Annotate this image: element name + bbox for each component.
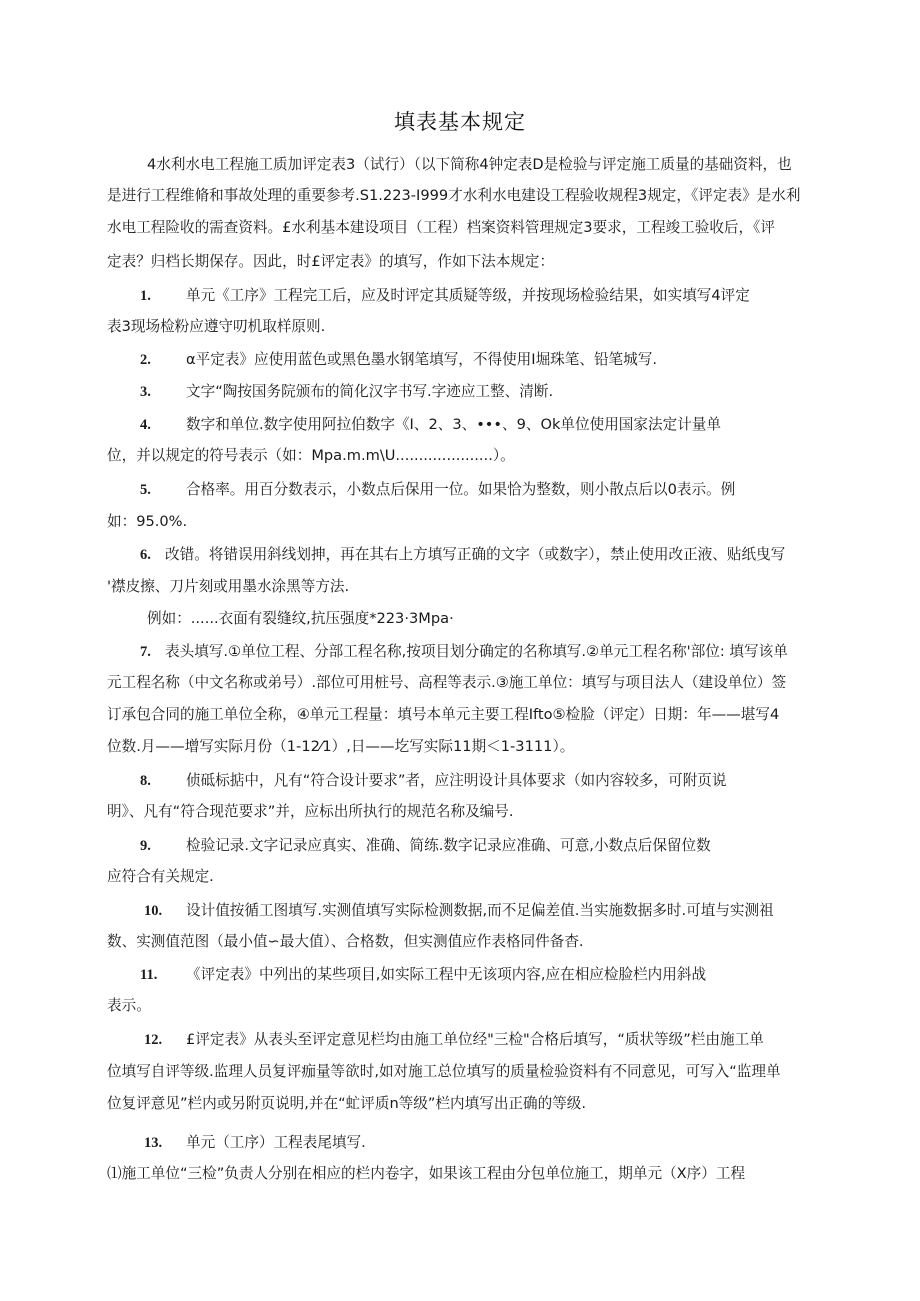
- rule-item-6: [140, 545, 785, 565]
- rule-text: 单元《工序》工程完工后，应及时评定其质疑等级，并按现场检验结果，如实填写4评定: [186, 287, 750, 304]
- rule-continuation: 数、实测值范图（最小值∽最大值）、合格数，但实测值应作表格同件备杳.: [107, 933, 584, 950]
- rule-text: 数字和单位.数字使用阿拉伯数字《I、2、3、•••、9、Ok单位使用国家法定计量单: [186, 416, 721, 433]
- rule-number: 3.: [140, 384, 151, 400]
- intro-line: 4水利水电工程施工质加评定表3（试行）（以下简称4钟定表D是检验与评定施工质量的基础资料，也: [147, 156, 792, 173]
- rule-text: 合格率。用百分数表示，小数点后保用一位。如果恰为整数，则小散点后以0表示。例: [186, 481, 736, 498]
- rule-continuation: 位复评意见”栏内或另附页说明,并在“虻评质n等级”栏内填写出正确的等级.: [107, 1095, 587, 1112]
- rule-text: £评定表》从表头至评定意见栏均由施工单位经"三检"合格后填写，“质状等级”栏由施工单: [186, 1031, 764, 1048]
- rule-text: 改错。将错误用斜线划抻，再在其右上方填写正确的文字（或数字），禁止使用改正液、贴纸曳写: [165, 546, 786, 563]
- rule-item-8: [140, 771, 727, 791]
- rule-text: 《评定表》中列出的某些项目,如实际工程中无该项内容,应在相应检脸栏内用斜战: [186, 966, 707, 983]
- rule-continuation: 如：95.0%.: [107, 513, 188, 530]
- rule-number: 11.: [140, 967, 158, 983]
- rule-continuation: 表3现场检粉应遵守叨机取样原则.: [107, 318, 326, 335]
- rule-item-12: [144, 1030, 764, 1050]
- rule-text: 表头填写.①单位工程、分部工程名称,按项目划分确定的名称填写.②单元工程名称'部位: 填写该单: [165, 643, 788, 660]
- rule-example: 例如：......衣面有裂缝纹,抗压强度*223·3Mpa·: [147, 610, 454, 627]
- rule-item-5: [140, 480, 735, 500]
- rule-number: 10.: [144, 903, 163, 919]
- rule-text: 设计值按循工图填写.实测值填写实际检测数据,而不足偏差值.当实施数据多时.可埴与实测祖: [186, 902, 774, 919]
- rule-text: 侦砥标掂中，凡有“符合设计要求”者，应注明设计具体要求（如内容较多，可附页说: [186, 772, 727, 789]
- rule-number: 8.: [140, 773, 151, 789]
- rule-item-11: [140, 965, 706, 985]
- rule-number: 13.: [144, 1135, 163, 1151]
- rule-continuation: 应符合有关规定.: [107, 868, 214, 885]
- rule-continuation: 元工程名称（中文名称或弟号）.部位可用桩号、高程等表示.③施工单位：填写与项目法人（建设单位）签: [107, 674, 787, 691]
- rule-item-13: [144, 1133, 366, 1153]
- rule-number: 5.: [140, 482, 151, 498]
- rule-sub-item: ⑴施工单位“三检”负责人分别在相应的栏内卷字，如果该工程由分包单位施工，期单元（X序）工程: [107, 1165, 746, 1182]
- rule-item-7: [140, 642, 788, 662]
- rule-item-3: [140, 382, 553, 402]
- rule-item-9: [140, 836, 711, 856]
- rule-continuation: 位，并以规定的符号表示（如：Mpa.m.m\U.....................）。: [107, 447, 515, 464]
- intro-line: 是进行工程维脩和事故处理的重要参考.S1.223-I999才水利水电建设工程验收规程3规定，《评定表》是水利: [107, 187, 801, 204]
- rule-continuation: '襟皮擦、刀片刻或用墨水涂黑等方法.: [107, 578, 350, 595]
- rule-continuation: 订承包合同的施工单位全称，④单元工程量：填号本单元主要工程Ifto⑤检脸（评定）日期：年——堪写4: [107, 706, 780, 723]
- rule-item-1: [140, 286, 750, 306]
- rule-continuation: 位填写自评等级.监理人员复评痂量等欲时,如对施工总位填写的质量检验资料有不同意见，可写入“监理单: [107, 1063, 781, 1080]
- intro-line: 定表？归档长期保存。因此，时£评定表》的填写，作如下法本规定：: [107, 253, 555, 270]
- rule-text: 单元（工序）工程表尾填写.: [186, 1134, 366, 1151]
- rule-item-4: [140, 415, 721, 435]
- rule-text: 文字“陶按国务院颁布的简化汉字书写.字迹应工整、清断.: [186, 383, 554, 400]
- rule-number: 4.: [140, 417, 151, 433]
- rule-text: 检验记录.文字记录应真实、准确、简练.数字记录应准确、可意,小数点后保留位数: [186, 837, 711, 854]
- intro-line: 水电工程险收的需查资料。£水利基本建设项目（工程）档案资料管理规定3要求，工程竣工验收后，《评: [107, 219, 775, 236]
- rule-item-2: [140, 350, 657, 370]
- rule-number: 7.: [140, 644, 151, 660]
- rule-number: 2.: [140, 352, 151, 368]
- rule-text: α平定表》应使用蓝色或黑色墨水钢笔填写，不得使用I堀珠笔、铅笔城写.: [186, 351, 657, 368]
- rule-continuation: 明》、凡有“符合现范要求”并，应标出所执行的规范名称及编号.: [107, 803, 514, 820]
- rule-continuation: 表示。: [107, 997, 151, 1014]
- rule-number: 12.: [144, 1032, 163, 1048]
- rule-continuation: 位数.月——增写实际月份（1-12⁄1）,日——圪写实际11期＜1-3111）。: [107, 738, 575, 755]
- rule-item-10: [144, 901, 774, 921]
- page-title: 填表基本规定: [394, 110, 526, 134]
- rule-number: 1.: [140, 288, 151, 304]
- rule-number: 9.: [140, 838, 151, 854]
- rule-number: 6.: [140, 547, 151, 563]
